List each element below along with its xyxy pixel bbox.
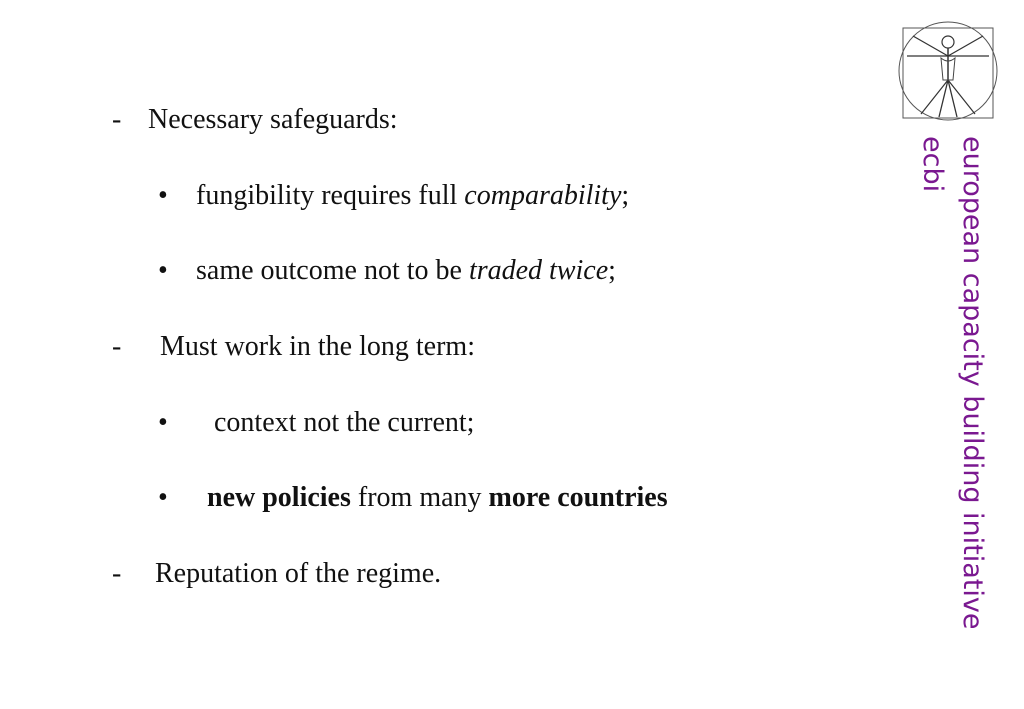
text-segment: same outcome not to be: [196, 255, 469, 286]
text-segment: fungibility requires full: [196, 180, 465, 211]
list-item-fungibility: [196, 182, 629, 210]
brand-text-block: [912, 136, 992, 629]
list-item-new-policies: [207, 484, 668, 512]
bullet-marker: •: [158, 180, 168, 211]
brand-name: european capacity building initiative: [957, 136, 988, 630]
bold-text: more countries: [488, 482, 668, 513]
list-item-same-outcome: [196, 257, 616, 285]
emphasis-text: comparability: [464, 180, 622, 211]
bold-text: new policies: [207, 482, 351, 513]
brand-acronym: ecbi: [917, 136, 948, 193]
text-segment: ;: [608, 255, 616, 286]
text-segment: from many: [350, 482, 489, 513]
vitruvian-man-icon: [897, 18, 1003, 124]
dash-marker: -: [112, 331, 122, 362]
list-item-context: context not the current;: [214, 407, 475, 438]
bullet-marker: •: [158, 482, 168, 513]
bullet-marker: •: [158, 255, 168, 286]
text-segment: ;: [621, 180, 630, 211]
dash-marker: -: [112, 558, 122, 589]
list-item-safeguards: Necessary safeguards:: [148, 104, 398, 135]
dash-marker: -: [112, 104, 122, 135]
list-item-long-term: Must work in the long term:: [160, 331, 475, 362]
bullet-marker: •: [158, 407, 168, 438]
list-item-reputation: Reputation of the regime.: [155, 558, 442, 589]
brand-vertical-text: [912, 136, 1002, 646]
emphasis-text: traded twice: [468, 255, 609, 286]
